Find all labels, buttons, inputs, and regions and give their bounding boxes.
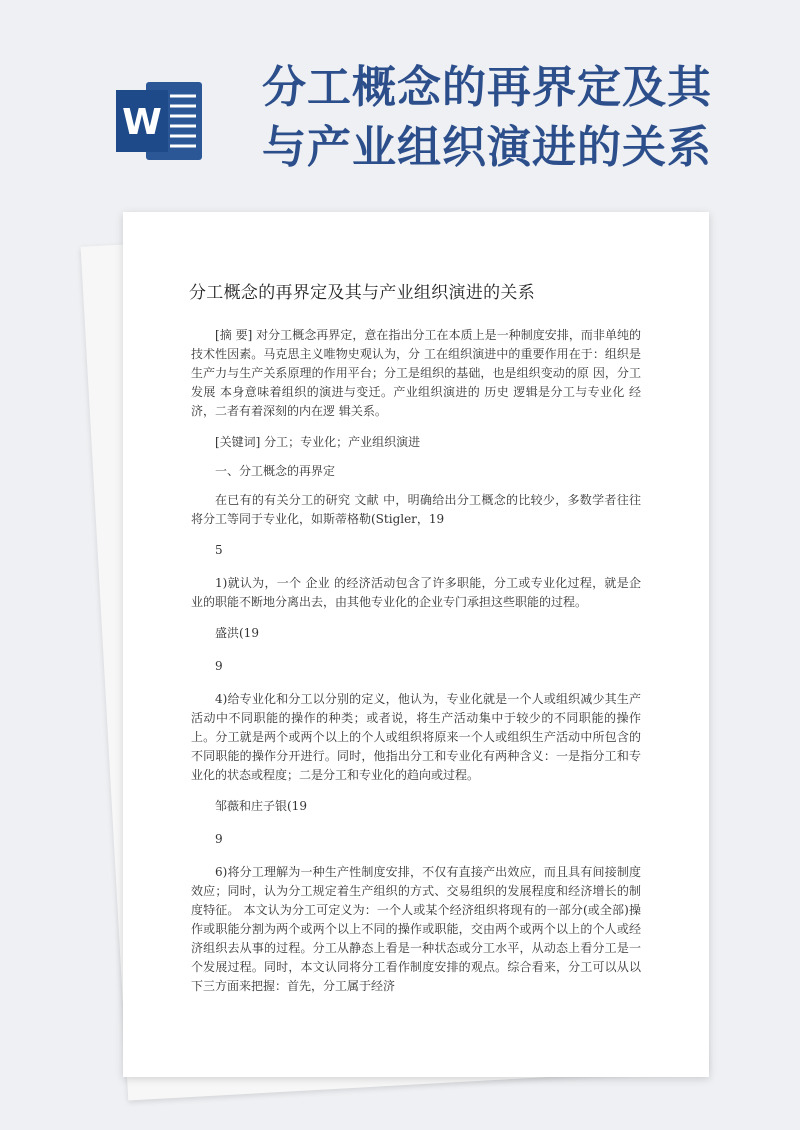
body-paragraph: 6)将分工理解为一种生产性制度安排，不仅有直接产出效应，而且具有间接制度效应；同时，认为分工规定着生产组织的方式、交易组织的发展程度和经济增长的制度特征。 本文认为分工可定义为：一个人或某个经济组织将现有的一部分(或全部)操作或职能分割为两个或两个以上不同的操作或职能，交由两个或两个以上的个人或经济组织去从事的过程。分工从静态上看是一种状态或分工水平，从动态上看分工是一个发展过程。同时，本文认同将分工看作制度安排的观点。综合看来，分工可以从以下三方面来把握：首先，分工属于经济 <box>191 865 641 993</box>
document-page <box>123 212 709 1077</box>
document-title: 分工概念的再界定及其与产业组织演进的关系 <box>189 283 535 303</box>
document-body <box>191 326 641 1008</box>
logo-letter: W <box>122 102 162 143</box>
keywords-paragraph: [关键词] 分工；专业化；产业组织演进 <box>215 435 421 449</box>
section-heading: 一、分工概念的再界定 <box>215 464 336 478</box>
abstract-paragraph: [摘 要] 对分工概念再界定，意在指出分工在本质上是一种制度安排，而非单纯的技术性因素。马克思主义唯物史观认为，分 工在组织演进中的重要作用在于：组织是生产力与生产关系原理的作用平台；分工是组织的基础，也是组织变动的原 因，分工发展 本身意味着组织的演进与变迁。产业组织演进的 历史 逻辑是分工与专业化 经济，二者有着深刻的内在逻 辑关系。 <box>191 328 641 418</box>
body-paragraph: 1)就认为，一个 企业 的经济活动包含了许多职能，分工或专业化过程，就是企业的职能不断地分离出去，由其他专业化的企业专门承担这些职能的过程。 <box>191 576 641 609</box>
body-paragraph: 4)给专业化和分工以分别的定义，他认为，专业化就是一个人或组织减少其生产活动中不同职能的操作的种类；或者说，将生产活动集中于较少的不同职能的操作上。分工就是两个或两个以上的个人或组织将原来一个人或组织生产活动中所包含的不同职能的操作分开进行。同时，他指出分工和专业化有两种含义：一是指分工和专业化的状态或程度；二是分工和专业化的趋向或过程。 <box>191 692 641 782</box>
banner-title-line-2: 与产业组织演进的关系 <box>262 122 712 173</box>
banner-title-line-1: 分工概念的再界定及其 <box>262 62 712 113</box>
body-fragment: 盛洪(19 <box>215 626 259 640</box>
banner-title <box>262 58 782 178</box>
body-fragment: 9 <box>215 659 223 673</box>
body-fragment: 9 <box>215 832 223 846</box>
body-fragment: 邹薇和庄子银(19 <box>215 799 307 813</box>
body-fragment: 5 <box>215 543 223 557</box>
word-document-icon <box>112 72 210 170</box>
body-paragraph: 在已有的有关分工的研究 文献 中，明确给出分工概念的比较少，多数学者往往将分工等同于专业化，如斯蒂格勒(Stigler，19 <box>191 493 641 526</box>
